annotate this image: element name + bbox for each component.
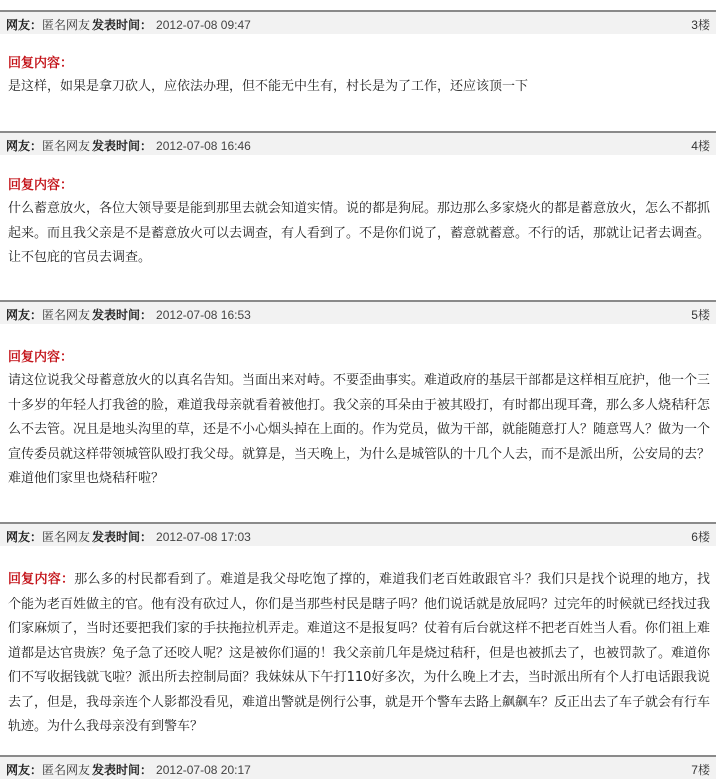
user-label: 网友： xyxy=(6,530,43,544)
post-header xyxy=(0,522,716,546)
user-label: 网友： xyxy=(6,18,43,32)
user-label: 网友： xyxy=(6,763,43,777)
reply-label: 回复内容： xyxy=(8,178,74,193)
post-content: 是这样，如果是拿刀砍人，应依法办理，但不能无中生有，村长是为了工作，还应该顶一下 xyxy=(8,79,529,94)
post-text: 那么多的村民都看到了。难道是我父母吃饱了撑的，难道我们老百姓敢跟官斗？我们只是找个说理的地方，找个能为老百姓做主的官。他有没有砍过人，你们是当那些村民是瞎子吗？他们说话就是放屁吗？过完年的时候就已经找过我们家麻烦了，当时还要把我们家的手扶拖拉机弄走。难道这不是报复吗？仗着有后台就这样不把老百姓当人看。你们祖上难道都是达官贵族？兔子急了还咬人呢？这是被你们逼的！我父亲前几年是烧过秸秆，但是也被抓去了，也被罚款了。难道你们不写收据钱就飞啦？派出所去控制局面？我妹妹从下午打110好多次，为什么晚上才去，当时派出所有个人打电话跟我说去了，但是，我母亲连个人影都没看见，难道出警就是例行公事，就是开个警车去路上飙飙车？反正出去了车子就会有行车轨迹。为什么我母亲没有到警车？ xyxy=(8,572,711,734)
username[interactable]: 匿名网友 xyxy=(42,308,91,322)
floor-number: 4楼 xyxy=(691,139,710,153)
post-content: 什么蓄意放火，各位大领导要是能到那里去就会知道实情。说的都是狗屁。那边那么多家烧火的都是蓄意放火，怎么不都抓起来。而且我父亲是不是蓄意放火可以去调查，有人看到了。不是你们说了，蓄意就蓄意。不行的话，那就让记者去调查。让不包庇的官员去调查。 xyxy=(8,201,711,265)
post-6 xyxy=(0,522,716,546)
post-content: 请这位说我父母蓄意放火的以真名告知。当面出来对峙。不要歪曲事实。难道政府的基层干部都是这样相互庇护，他一个三十多岁的年轻人打我爸的脸，难道我母亲就看着被他打。我父亲的耳朵由于被其殴打，有时都出现耳聋，那么多人烧秸秆怎么不去管。况且是地头沟里的草，还是不小心烟头掉在上面的。作为党员，做为干部，就能随意打人？随意骂人？做为一个宣传委员就这样带领城管队殴打我父母。就算是，当天晚上，为什么是城管队的十几个人去，而不是派出所，公安局的去？难道他们家里也烧秸秆啦？ xyxy=(8,373,711,486)
post-7 xyxy=(0,755,716,779)
time-label: 发表时间： xyxy=(92,763,153,777)
post-4 xyxy=(0,131,716,155)
time-label: 发表时间： xyxy=(92,308,153,322)
reply-label: 回复内容： xyxy=(8,56,74,71)
floor-number: 7楼 xyxy=(691,763,710,777)
post-header xyxy=(0,755,716,779)
time-label: 发表时间： xyxy=(92,530,153,544)
floor-number: 5楼 xyxy=(691,308,710,322)
time-label: 发表时间： xyxy=(92,139,153,153)
post-meta xyxy=(6,528,251,545)
post-header xyxy=(0,10,716,34)
post-meta xyxy=(6,137,251,154)
post-time: 2012-07-08 09:47 xyxy=(156,18,251,32)
post-time: 2012-07-08 16:53 xyxy=(156,308,251,322)
post-meta xyxy=(6,16,251,33)
post-meta xyxy=(6,306,251,323)
post-content xyxy=(8,568,710,740)
post-time: 2012-07-08 20:17 xyxy=(156,763,251,777)
user-label: 网友： xyxy=(6,308,43,322)
username[interactable]: 匿名网友 xyxy=(42,18,91,32)
post-time: 2012-07-08 16:46 xyxy=(156,139,251,153)
floor-number: 3楼 xyxy=(691,18,710,32)
username[interactable]: 匿名网友 xyxy=(42,139,91,153)
reply-label: 回复内容： xyxy=(8,350,74,365)
reply-label: 回复内容： xyxy=(8,572,75,587)
floor-number: 6楼 xyxy=(691,530,710,544)
user-label: 网友： xyxy=(6,139,43,153)
post-header xyxy=(0,300,716,324)
time-label: 发表时间： xyxy=(92,18,153,32)
post-time: 2012-07-08 17:03 xyxy=(156,530,251,544)
post-5 xyxy=(0,300,716,324)
username[interactable]: 匿名网友 xyxy=(42,763,91,777)
post-header xyxy=(0,131,716,155)
post-meta xyxy=(6,761,251,778)
username[interactable]: 匿名网友 xyxy=(42,530,91,544)
post-3 xyxy=(0,10,716,34)
